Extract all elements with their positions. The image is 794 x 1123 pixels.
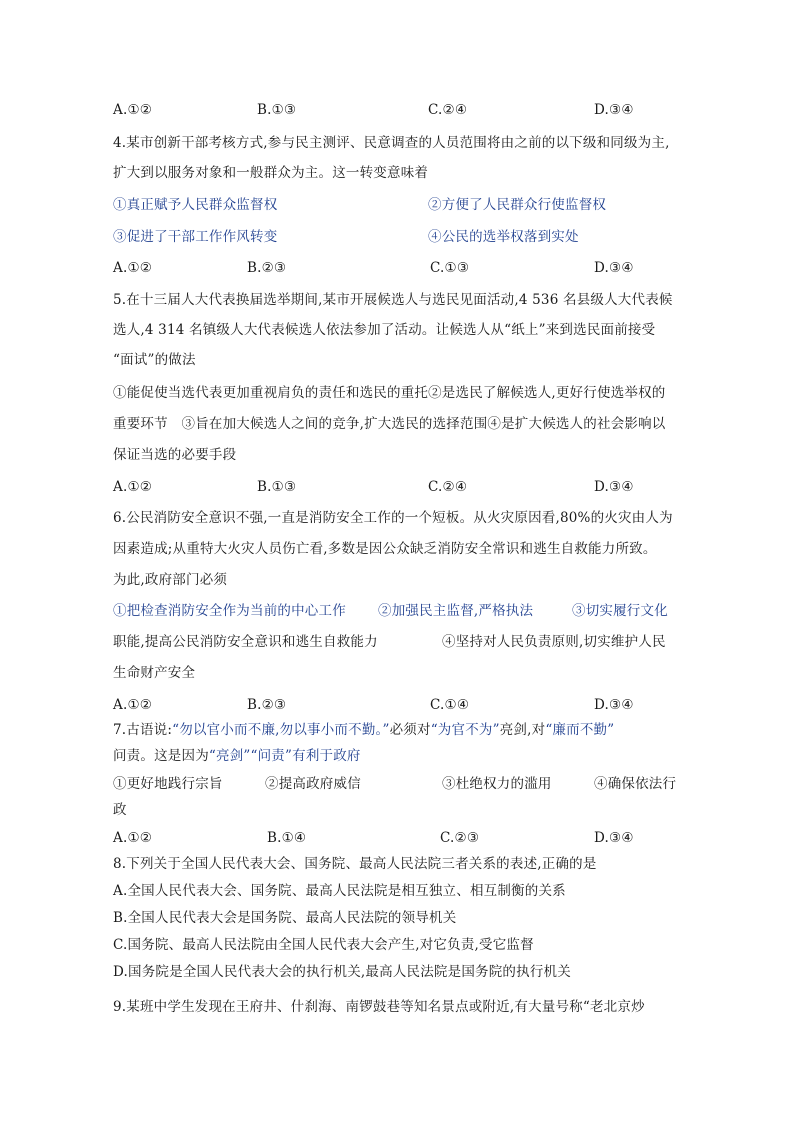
q7-stem-mid: 必须对 [389, 722, 431, 738]
q3-option-c: C.②④ [428, 102, 468, 118]
q6-item-3-cont: 职能,提高公民消防安全意识和逃生自救能力 [113, 634, 378, 650]
q7-term-2: “廉而不勤” [545, 722, 615, 738]
q4-item-4: ④公民的选举权落到实处 [428, 229, 579, 245]
q7-option-c: C.②③ [440, 830, 480, 846]
q7-stem-line-2 [113, 746, 361, 766]
q6-option-b: B.②③ [247, 697, 287, 713]
q5-items-line-3: 保证当选的必要手段 [113, 447, 237, 463]
q4-item-2: ②方便了人民群众行使监督权 [428, 197, 607, 213]
q4-stem-line-1: 4.某市创新干部考核方式,参与民主测评、民意调查的人员范围将由之前的以下级和同级为主, [113, 135, 670, 151]
q7-terms: “亮剑”“问责” [208, 748, 293, 764]
q9-stem: 9.某班中学生发现在王府井、什刹海、南锣鼓巷等知名景点或附近,有大量号称“老北京炒 [113, 999, 645, 1015]
q6-item-4: ④坚持对人民负责原则,切实维护人民 [442, 634, 666, 650]
q5-option-b: B.①③ [257, 479, 297, 495]
q5-stem-line-2: 选人,4 314 名镇级人大代表候选人依法参加了活动。让候选人从“纸上”来到选民面前接受 [113, 322, 656, 338]
q6-item-3: ③切实履行文化 [572, 603, 668, 619]
q5-option-c: C.②④ [428, 479, 468, 495]
q6-stem-line-1: 6.公民消防安全意识不强,一直是消防安全工作的一个短板。从火灾原因看,80%的火灾由人为 [113, 510, 673, 526]
q8-choice-c: C.国务院、最高人民法院由全国人民代表大会产生,对它负责,受它监督 [113, 937, 534, 953]
q4-option-a: A.①② [113, 260, 153, 276]
q6-option-c: C.①④ [430, 697, 470, 713]
q7-items [113, 774, 688, 794]
q5-stem-line-3: “面试”的做法 [113, 352, 196, 368]
q6-option-a: A.①② [113, 697, 153, 713]
q6-items-line-1 [113, 601, 688, 621]
q4-items-row-1 [113, 195, 688, 215]
q6-option-d: D.③④ [594, 697, 634, 713]
q7-item-2: ②提高政府威信 [265, 776, 361, 792]
q4-option-d: D.③④ [594, 260, 634, 276]
q6-items-line-2 [113, 632, 688, 652]
q6-item-2: ②加强民主监督,严格执法 [378, 603, 534, 619]
q3-option-d: D.③④ [594, 102, 634, 118]
q3-option-b: B.①③ [257, 102, 297, 118]
q7-stem-cont: 问责。这是因为 [113, 748, 209, 764]
q6-options [113, 695, 688, 715]
q7-option-d: D.③④ [594, 830, 634, 846]
q7-item-1: ①更好地践行宗旨 [113, 776, 223, 792]
q5-options [113, 477, 688, 497]
q4-item-1: ①真正赋予人民群众监督权 [113, 197, 278, 213]
q7-item-3: ③杜绝权力的滥用 [442, 776, 552, 792]
q4-stem-line-2: 扩大到以服务对象和一般群众为主。这一转变意味着 [113, 165, 429, 181]
q7-stem-mid-2: 亮剑,对 [499, 722, 546, 738]
q7-quote: “勿以官小而不廉,勿以事小而不勤。” [172, 722, 390, 738]
q3-option-a: A.①② [113, 102, 153, 118]
q7-stem-end: 有利于政府 [292, 748, 361, 764]
q4-items-row-2 [113, 227, 688, 247]
q6-items-line-3: 生命财产安全 [113, 665, 196, 681]
q8-stem: 8.下列关于全国人民代表大会、国务院、最高人民法院三者关系的表述,正确的是 [113, 856, 597, 872]
q6-stem-line-3: 为此,政府部门必须 [113, 572, 228, 588]
q5-option-d: D.③④ [594, 479, 634, 495]
q8-choice-d: D.国务院是全国人民代表大会的执行机关,最高人民法院是国务院的执行机关 [113, 964, 571, 980]
q8-choice-a: A.全国人民代表大会、国务院、最高人民法院是相互独立、相互制衡的关系 [113, 883, 566, 899]
q4-options [113, 258, 688, 278]
q7-term-1: “为官不为” [430, 722, 500, 738]
q7-option-b: B.①④ [267, 830, 307, 846]
q4-option-b: B.②③ [247, 260, 287, 276]
q3-options [113, 100, 688, 120]
q5-option-a: A.①② [113, 479, 153, 495]
q5-items-line-2: 重要环节 ③旨在加大候选人之间的竞争,扩大选民的选择范围④是扩大候选人的社会影响以 [113, 416, 666, 432]
q4-option-c: C.①③ [430, 260, 470, 276]
q7-stem-line-1 [113, 720, 614, 740]
q5-stem-line-1: 5.在十三届人大代表换届选举期间,某市开展候选人与选民见面活动,4 536 名县级人大代表候 [113, 292, 673, 308]
q7-item-4: ④确保依法行 [594, 776, 677, 792]
q8-choice-b: B.全国人民代表大会是国务院、最高人民法院的领导机关 [113, 910, 457, 926]
q4-item-3: ③促进了干部工作作风转变 [113, 229, 278, 245]
q7-stem-intro: 7.古语说: [113, 722, 173, 738]
q7-option-a: A.①② [113, 830, 153, 846]
q6-item-1: ①把检查消防安全作为当前的中心工作 [113, 603, 346, 619]
q5-items-line-1: ①能促使当选代表更加重视肩负的责任和选民的重托②是选民了解候选人,更好行使选举权的 [113, 385, 666, 401]
q7-items-tail: 政 [113, 802, 127, 818]
q6-stem-line-2: 因素造成;从重特大火灾人员伤亡看,多数是因公众缺乏消防安全常识和逃生自救能力所致。 [113, 541, 657, 557]
q7-options [113, 828, 688, 848]
